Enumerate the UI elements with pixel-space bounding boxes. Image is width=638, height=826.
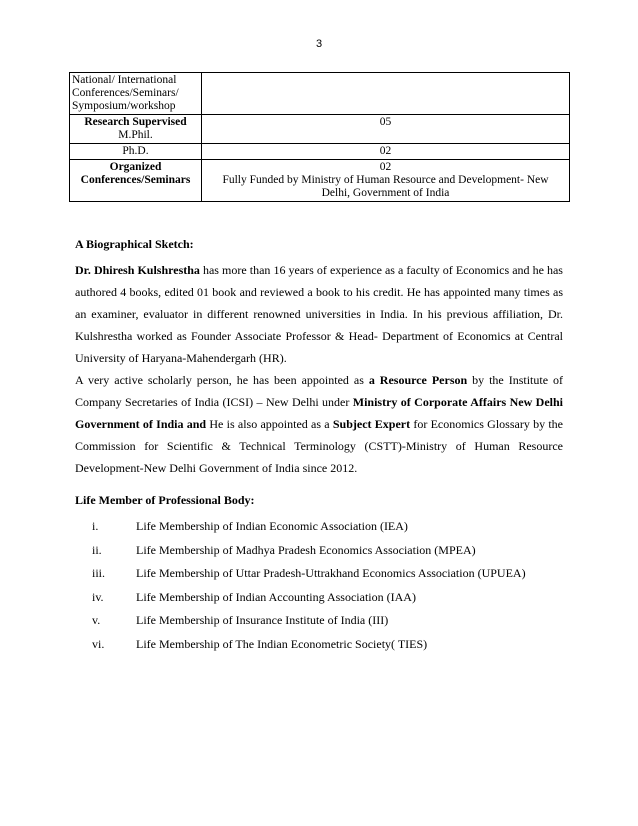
phd-value-cell: 02 — [202, 144, 570, 160]
info-table — [69, 72, 570, 202]
table-label: Symposium/workshop — [72, 100, 176, 112]
membership-heading: Life Member of Professional Body: — [75, 493, 255, 507]
table-sublabel: M.Phil. — [118, 129, 153, 141]
membership-list — [92, 515, 526, 656]
list-text: Life Membership of The Indian Econometric Society( TIES) — [136, 636, 428, 651]
table-row — [70, 73, 570, 115]
list-text: Life Membership of Uttar Pradesh-Uttrakhand Economics Association (UPUEA) — [136, 566, 526, 580]
bio-paragraph — [75, 369, 563, 479]
table-row — [70, 160, 570, 202]
bio-text-run: has more than 16 years of experience as a faculty of Economics and he has authored 4 books, edited 01 book and reviewed a book to his credit. He has appointed many times as an examiner, evaluator in different renowned universities in India. In his previous affiliation, Dr. Kulshrestha worked as Founder Associate Professor & Head- Department of Economics at Central University of Haryana-Mahendergarh (HR). — [75, 263, 563, 365]
list-item — [92, 586, 526, 610]
list-number: ii. — [92, 542, 102, 557]
bio-heading: A Biographical Sketch: — [75, 237, 194, 251]
list-item — [92, 515, 526, 539]
conferences-label-cell — [70, 73, 202, 115]
table-label: Research Supervised — [84, 116, 187, 128]
research-value-cell — [202, 115, 570, 144]
bio-text-run: He is also appointed as a — [206, 417, 333, 431]
bio-emphasis: a Resource Person — [368, 373, 468, 387]
table-label: Conferences/Seminars/ — [72, 87, 179, 99]
bio-emphasis: Ministry of Corporate Affairs New Delhi Government of India and — [75, 395, 563, 431]
bio-text — [75, 259, 563, 479]
organized-label-cell — [70, 160, 202, 202]
list-text: Life Membership of Insurance Institute of India (III) — [136, 613, 389, 627]
list-number: v. — [92, 613, 101, 627]
bio-emphasis: Subject Expert — [332, 417, 411, 431]
table-row — [70, 115, 570, 144]
bio-text-run: A very active scholarly person, he has been appointed as — [75, 373, 369, 387]
table-value: 05 — [379, 116, 392, 128]
person-name: Dr. Dhiresh Kulshrestha — [75, 263, 200, 277]
table-label: Conferences/Seminars — [80, 174, 191, 186]
list-item — [92, 609, 526, 633]
phd-label-cell: Ph.D. — [70, 144, 202, 160]
list-item — [92, 562, 526, 586]
bio-paragraph — [75, 259, 563, 369]
list-number: iii. — [92, 566, 106, 580]
list-text: Life Membership of Indian Accounting Association (IAA) — [136, 589, 416, 604]
table-label: Organized — [109, 161, 162, 173]
list-item — [92, 539, 526, 563]
table-row — [70, 144, 570, 160]
list-number: vi. — [92, 636, 105, 651]
page-number: 3 — [315, 38, 323, 50]
bio-text-run: by the Institute of Company Secretaries of India (ICSI) – New Delhi under — [75, 373, 563, 409]
table-note: Delhi, Government of India — [321, 187, 450, 199]
list-text: Life Membership of Indian Economic Association (IEA) — [136, 519, 408, 533]
list-item — [92, 633, 526, 657]
bio-text-run: for Economics Glossary by the Commission for Scientific & Technical Terminology (CSTT)-Ministry of Human Resource Development-New Delhi Government of India since 2012. — [75, 417, 563, 475]
list-number: iv. — [92, 589, 104, 604]
table-label: National/ International — [72, 74, 177, 86]
table-value: 02 — [379, 161, 392, 173]
table-note: Fully Funded by Ministry of Human Resource and Development- New — [222, 174, 549, 186]
organized-value-cell — [202, 160, 570, 202]
list-number: i. — [92, 519, 99, 533]
research-label-cell — [70, 115, 202, 144]
conferences-value-cell — [202, 73, 570, 115]
list-text: Life Membership of Madhya Pradesh Economics Association (MPEA) — [136, 542, 476, 557]
